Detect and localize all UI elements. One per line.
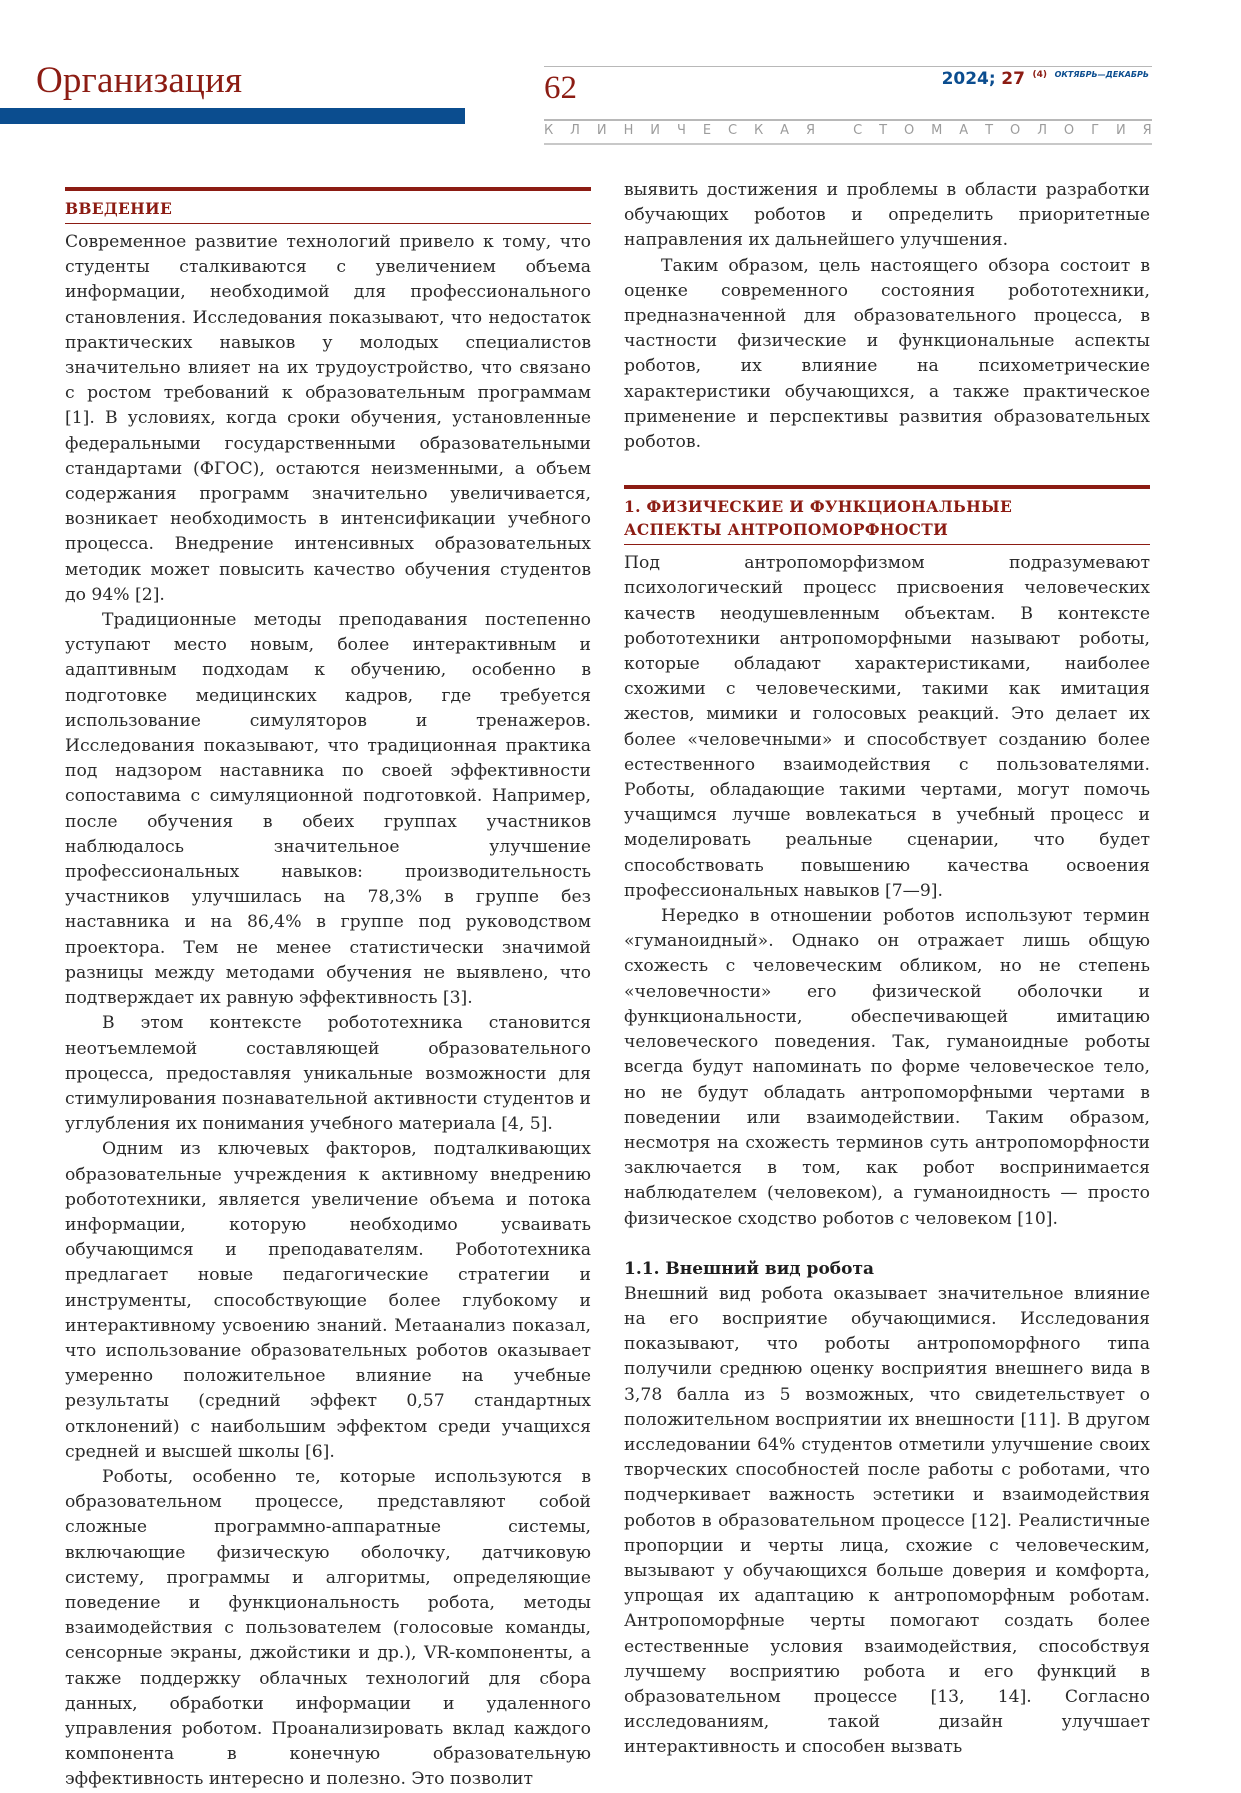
page-number: 62 bbox=[544, 70, 577, 106]
journal-letter: А bbox=[959, 123, 969, 138]
journal-letter: Я bbox=[1142, 123, 1152, 138]
journal-letter: О bbox=[1010, 123, 1021, 138]
paragraph: Нередко в отношении роботов используют термин «гуманоидный». Однако он отражает лишь общую схожесть с человеческим обликом, но не степень «человечности» его физической оболочки и функциональности, обеспечивающей имитацию человеческого поведения. Так, гуманоидные роботы всегда будут напоминать по форме человеческое тело, но не будут обладать антропоморфными чертами в поведении или взаимодействии. Таким образом, несмотря на схожесть терминов суть антропоморфности заключается в том, как робот воспринимается наблюдателем (человеком), а гуманоидность — просто физическое сходство роботов с человеком [10]. bbox=[624, 906, 1150, 1229]
header-divider-bottom bbox=[544, 143, 1152, 145]
header-divider-top bbox=[544, 66, 1152, 67]
issue-months: ОКТЯБРЬ—ДЕКАБРЬ bbox=[1054, 70, 1149, 79]
header-divider-middle bbox=[544, 119, 1152, 121]
left-column bbox=[65, 182, 591, 1793]
journal-letter: К bbox=[753, 123, 764, 138]
section-heading-introduction: ВВЕДЕНИЕ bbox=[65, 187, 591, 224]
issue-year: 2024; bbox=[941, 69, 996, 89]
paragraph: выявить достижения и проблемы в области разработки обучающих роботов и определить приоритетные направления их дальнейшего улучшения. bbox=[624, 180, 1150, 251]
journal-letter: И bbox=[596, 123, 607, 138]
right-column bbox=[624, 178, 1150, 1761]
issue-info bbox=[942, 71, 1149, 88]
journal-letter: К bbox=[544, 123, 554, 138]
issue-volume: 27 bbox=[1001, 69, 1025, 89]
paragraph: Таким образом, цель настоящего обзора состоит в оценке современного состояния робототехники, предназначенной для образовательного процесса, в частности физические и функциональные аспекты роботов, их влияние на психометрические характеристики обучающихся, а также практическое применение и перспективы развития образовательных роботов. bbox=[624, 255, 1150, 453]
paragraph: Традиционные методы преподавания постепенно уступают место новым, более интерактивным и адаптивным подходам к обучению, особенно в подготовке медицинских кадров, где требуется использование симуляторов и тренажеров. Исследования показывают, что традиционная практика под надзором наставника по своей эффективности сопоставима с симуляционной подготовкой. Например, после обучения в обеих группах участников наблюдалось значительное улучшение профессиональных навыков: производительность участников улучшилась на 78,3% в группе без наставника и на 86,4% в группе под руководством проектора. Тем не менее статистически значимой разницы между методами обучения не выявлено, что подтверждает их равную эффективность [3]. bbox=[65, 610, 591, 1009]
journal-letter: Ч bbox=[676, 123, 686, 138]
journal-letter: И bbox=[650, 123, 661, 138]
journal-word-gap bbox=[832, 124, 836, 137]
journal-letter: Л bbox=[570, 123, 580, 138]
journal-letter: С bbox=[727, 123, 738, 138]
journal-letter: М bbox=[931, 123, 943, 138]
journal-letter: О bbox=[1063, 123, 1075, 138]
journal-letter: С bbox=[853, 123, 863, 138]
journal-letter: Л bbox=[1037, 123, 1047, 138]
section-heading-line: АСПЕКТЫ АНТРОПОМОРФНОСТИ bbox=[624, 520, 949, 540]
section-heading-anthropomorphism bbox=[624, 485, 1150, 545]
paragraph: Роботы, особенно те, которые используются в образовательном процессе, представляют собой сложные программно-аппаратные системы, включающие физическую оболочку, датчиковую систему, программы и алгоритмы, определяющие поведение и функциональность робота, методы взаимодействия с пользователем (голосовые команды, сенсорные экраны, джойстики и др.), VR-компоненты, а также поддержку облачных технологий для сбора данных, обработки информации и удаленного управления роботом. Проанализировать вклад каждого компонента в конечную образовательную эффективность интересно и полезно. Это позволит bbox=[65, 1466, 591, 1790]
journal-letter: О bbox=[903, 123, 915, 138]
issue-number: (4) bbox=[1032, 70, 1048, 80]
journal-letter: Т bbox=[985, 123, 994, 138]
journal-letter: Т bbox=[879, 123, 888, 138]
journal-letter: Г bbox=[1091, 123, 1100, 138]
paragraph: Внешний вид робота оказывает значительное влияние на его восприятие обучающимися. Исследования показывают, что роботы антропоморфного типа получили среднюю оценку восприятия внешнего вида в 3,78 балла из 5 возможных, что свидетельствует о положительном восприятии их внешности [11]. В другом исследовании 64% студентов отметили улучшение своих творческих способностей после работы с роботами, что подчеркивает важность эстетики и взаимодействия роботов в образовательном процессе [12]. Реалистичные пропорции и черты лица, схожие с человеческим, вызывают у обучающихся больше доверия и комфорта, упрощая их адаптацию к антропоморфным роботам. Антропоморфные черты помогают создать более естественные условия взаимодействия, способствуя лучшему восприятию робота и его функций в образовательном процессе [13, 14]. Согласно исследованиям, такой дизайн улучшает интерактивность и способен вызвать bbox=[624, 1283, 1150, 1758]
section-color-bar bbox=[0, 108, 465, 124]
journal-letter: А bbox=[780, 123, 790, 138]
paragraph: Под антропоморфизмом подразумевают психологический процесс присвоения человеческих качеств неодушевленным объектам. В контексте робототехники антропоморфными называют роботы, которые обладают характеристиками, наиболее схожими с человеческими, такими как имитация жестов, мимики и голосовых реакций. Это делает их более «человечными» и способствует созданию более естественного взаимодействия с пользователями. Роботы, обладающие такими чертами, могут помочь учащимся лучше вовлекаться в учебный процесс и моделировать реальные сценарии, что будет способствовать повышению качества освоения профессиональных навыков [7—9]. bbox=[624, 553, 1150, 901]
journal-name bbox=[544, 124, 1152, 137]
journal-letter: Я bbox=[806, 123, 816, 138]
paragraph: Современное развитие технологий привело к тому, что студенты сталкиваются с увеличением объема информации, необходимой для профессионального становления. Исследования показывают, что недостаток практических навыков у молодых специалистов значительно влияет на их трудоустройство, что связано с ростом требований к образовательным программам [1]. В условиях, когда сроки обучения, установленные федеральными государственными образовательными стандартами (ФГОС), остаются неизменными, а объем содержания программ значительно увеличивается, возникает необходимость в интенсификации учебного процесса. Внедрение интенсивных образовательных методик может повысить качество обучения студентов до 94% [2]. bbox=[65, 232, 591, 605]
paragraph: Одним из ключевых факторов, подталкивающих образовательные учреждения к активному внедрению робототехники, является увеличение объема и потока информации, которую необходимо усваивать обучающимся и преподавателям. Робототехника предлагает новые педагогические стратегии и инструменты, способствующие более глубокому и интерактивному усвоению знаний. Метаанализ показал, что использование образовательных роботов оказывает умеренно положительное влияние на учебные результаты (средний эффект 0,57 стандартных отклонений) с наибольшим эффектом среди учащихся средней и высшей школы [6]. bbox=[65, 1139, 591, 1462]
subsection-heading-appearance: 1.1. Внешний вид робота bbox=[624, 1258, 875, 1279]
section-title: Организация bbox=[36, 60, 243, 101]
paragraph: В этом контексте робототехника становится неотъемлемой составляющей образовательного процесса, предоставляя уникальные возможности для стимулирования познавательной активности студентов и углубления их понимания учебного материала [4, 5]. bbox=[65, 1013, 591, 1135]
journal-letter: Н bbox=[623, 123, 634, 138]
journal-letter: Е bbox=[702, 123, 712, 138]
journal-letter: И bbox=[1115, 123, 1126, 138]
section-heading-line: 1. ФИЗИЧЕСКИЕ И ФУНКЦИОНАЛЬНЫЕ bbox=[624, 497, 1013, 517]
